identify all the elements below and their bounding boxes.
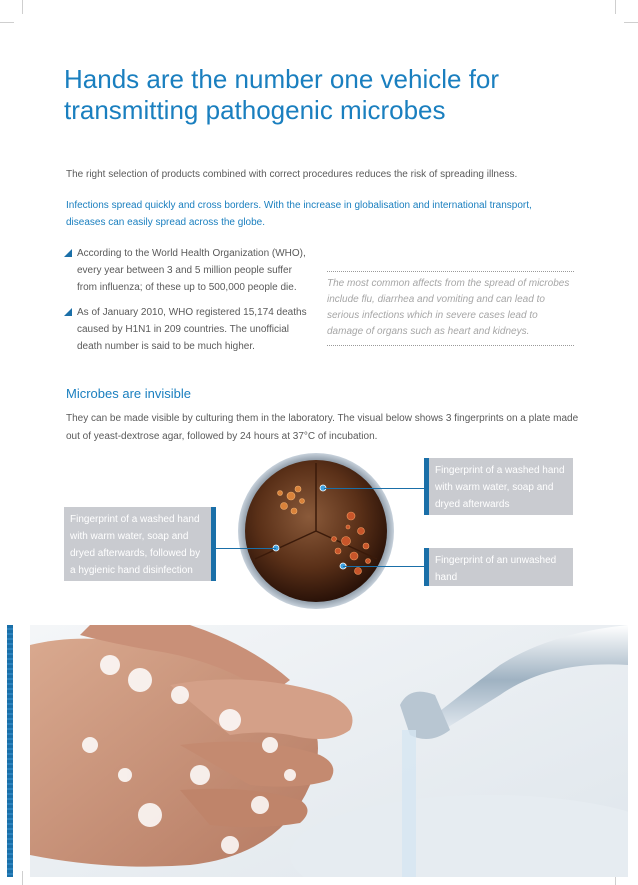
- crop-mark: [624, 22, 638, 23]
- hand-washing-photo: [30, 625, 628, 877]
- pull-quote: The most common affects from the spread of microbes include flu, diarrhea and vomiting and can lead to serious infections which in severe cases lead to damage of organs such as heart and kidneys.: [327, 271, 574, 346]
- crop-mark: [615, 0, 616, 14]
- leader-line: [216, 548, 276, 549]
- list-item: [64, 304, 314, 355]
- section-body: They can be made visible by culturing them in the laboratory. The visual below shows 3 fingerprints on a plate made out of yeast-dextrose agar, followed by 24 hours at 37°C of incubation.: [66, 413, 579, 442]
- page-title: Hands are the number one vehicle for transmitting pathogenic microbes: [64, 64, 500, 125]
- triangle-bullet-icon: [64, 308, 72, 316]
- triangle-bullet-icon: [64, 249, 72, 257]
- bullet-list: [64, 245, 314, 363]
- edge-bar: [7, 625, 13, 877]
- petri-dish-image: [236, 451, 396, 611]
- leader-line: [343, 566, 424, 567]
- leader-line: [324, 488, 424, 489]
- callout-washed: Fingerprint of a washed hand with warm water, soap and dryed afterwards: [424, 458, 573, 515]
- bullet-text: As of January 2010, WHO registered 15,174 deaths caused by H1N1 in 209 countries. The unofficial death number is said to be much higher.: [77, 307, 307, 352]
- callout-disinfected: Fingerprint of a washed hand with warm water, soap and dryed afterwards, followed by a hygienic hand disinfection: [64, 507, 216, 581]
- intro-text: The right selection of products combined with correct procedures reduces the risk of spreading illness.: [66, 169, 518, 180]
- crop-mark: [22, 0, 23, 14]
- highlight-text: Infections spread quickly and cross borders. With the increase in globalisation and international transport, diseases can easily spread across the globe.: [66, 200, 532, 228]
- callout-unwashed: Fingerprint of an unwashed hand: [424, 548, 573, 586]
- crop-mark: [22, 871, 23, 885]
- list-item: [64, 245, 314, 296]
- bullet-text: According to the World Health Organization (WHO), every year between 3 and 5 million people suffer from influenza; of these up to 500,000 people die.: [77, 248, 306, 293]
- section-heading: Microbes are invisible: [66, 386, 191, 401]
- crop-mark: [0, 22, 14, 23]
